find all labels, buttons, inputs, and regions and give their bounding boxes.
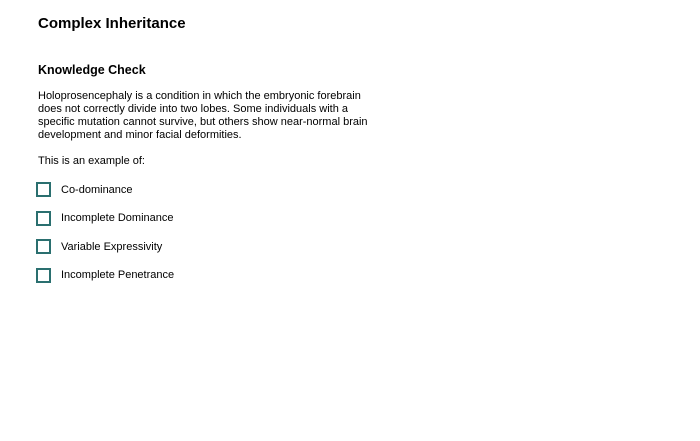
checkbox[interactable] (36, 182, 51, 197)
checkbox[interactable] (36, 268, 51, 283)
option-label[interactable]: Incomplete Dominance (61, 212, 174, 224)
option-label[interactable]: Incomplete Penetrance (61, 269, 175, 281)
option-label[interactable]: Variable Expressivity (61, 240, 163, 253)
page-title: Complex Inheritance (38, 15, 186, 32)
question-prompt: This is an example of: (38, 155, 145, 167)
checkbox[interactable] (36, 211, 51, 226)
option-label[interactable]: Co-dominance (61, 183, 133, 196)
option-co-dominance[interactable] (36, 180, 174, 199)
option-variable-expressivity[interactable] (36, 237, 174, 256)
option-incomplete-penetrance[interactable] (36, 266, 174, 285)
question-text: Holoprosencephaly is a condition in which the embryonic forebrain does not correctly divide into two lobes. Some individuals with a specific mutation cannot survive, but others show near-normal brain development and minor facial deformities. (38, 90, 368, 141)
option-incomplete-dominance[interactable] (36, 209, 174, 228)
knowledge-check-heading: Knowledge Check (38, 63, 146, 77)
answer-options (36, 180, 174, 294)
checkbox[interactable] (36, 239, 51, 254)
